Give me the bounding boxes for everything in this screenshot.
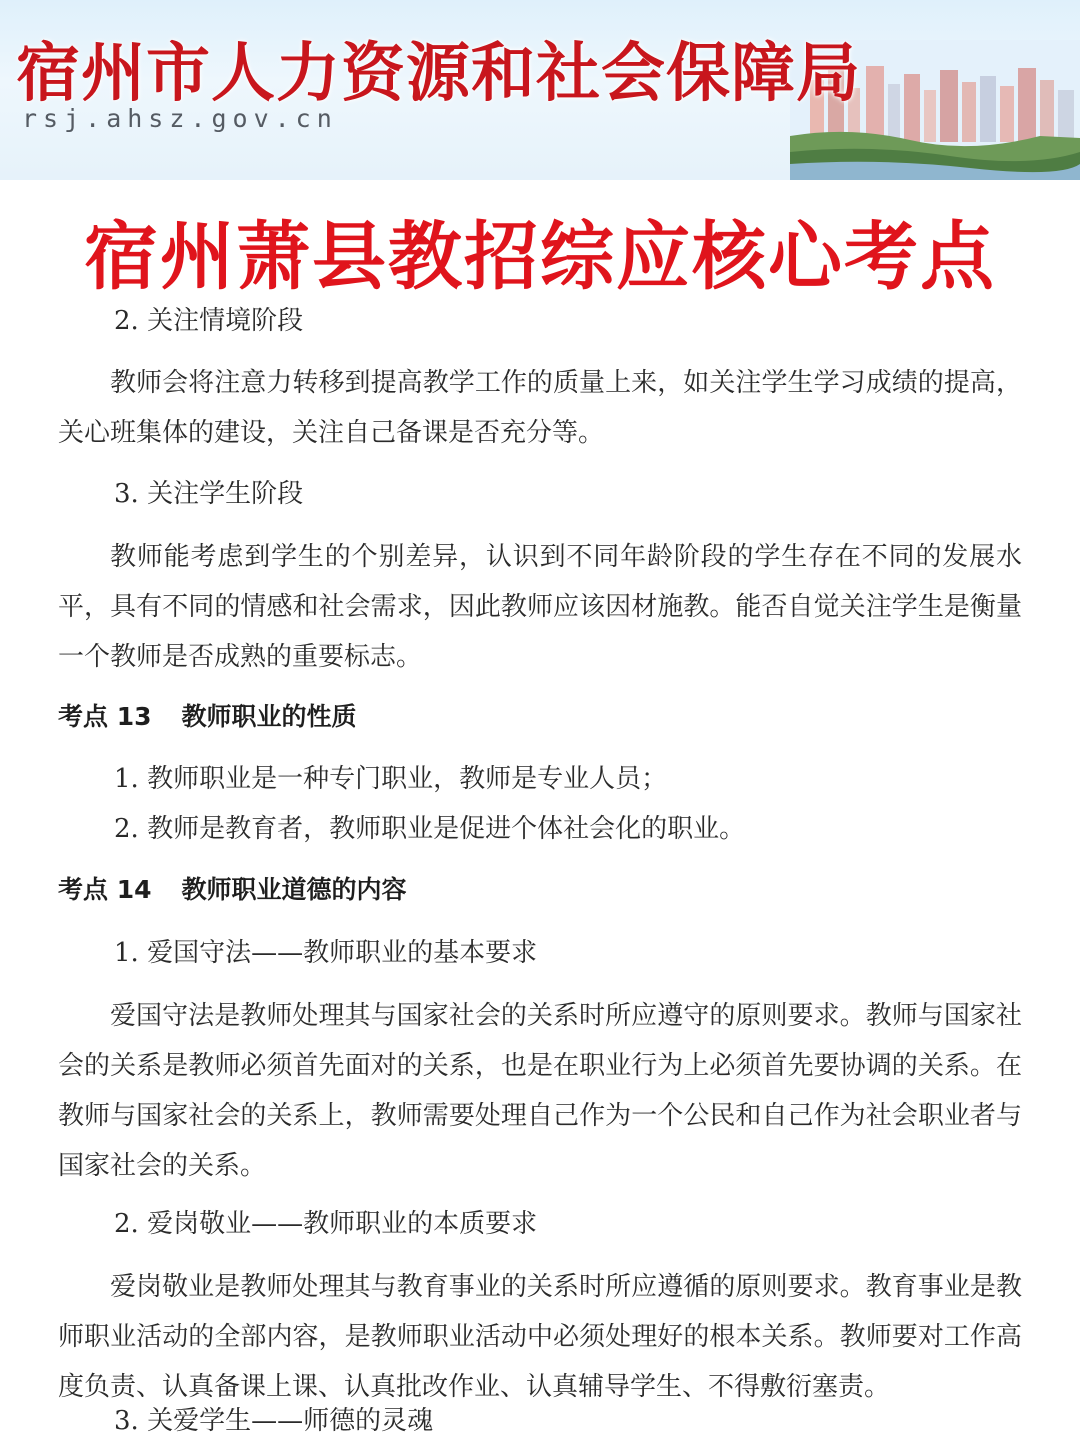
kd13-label: 考点 13: [58, 702, 152, 731]
kd13-heading: [58, 702, 357, 732]
kd13-item-2: 2. 教师是教育者，教师职业是促进个体社会化的职业。: [114, 814, 746, 844]
kd14-label: 考点 14: [58, 875, 152, 904]
kd13-title: 教师职业的性质: [181, 702, 357, 731]
kd13-item-1: 1. 教师职业是一种专门职业，教师是专业人员；: [114, 764, 668, 794]
item-2-title: 2. 关注情境阶段: [114, 306, 304, 336]
kd14-sub2-text: 爱岗敬业是教师处理其与教育事业的关系时所应遵循的原则要求。教育事业是教师职业活动的全部内容，是教师职业活动中必须处理好的根本关系。教师要对工作高度负责、认真备课上课、认真批改作业、认真辅导学生、不得敷衍塞责。: [58, 1272, 1022, 1402]
kd14-title: 教师职业道德的内容: [181, 875, 407, 904]
item-3-title: 3. 关注学生阶段: [114, 479, 304, 509]
kd14-sub1-title: 1. 爱国守法——教师职业的基本要求: [114, 938, 538, 968]
organization-name: 宿州市人力资源和社会保障局: [16, 37, 861, 111]
kd14-sub1-text: 爱国守法是教师处理其与国家社会的关系时所应遵守的原则要求。教师与国家社会的关系是教师必须首先面对的关系，也是在职业行为上必须首先要协调的关系。在教师与国家社会的关系上，教师需要处理自己作为一个公民和自己作为社会职业者与国家社会的关系。: [58, 1001, 1022, 1181]
kd14-sub2-title: 2. 爱岗敬业——教师职业的本质要求: [114, 1209, 538, 1239]
kd14-heading: [58, 875, 407, 905]
page-title: 宿州萧县教招综应核心考点: [84, 214, 996, 300]
item-3-text: 教师能考虑到学生的个别差异，认识到不同年龄阶段的学生存在不同的发展水平，具有不同的情感和社会需求，因此教师应该因材施教。能否自觉关注学生是衡量一个教师是否成熟的重要标志。: [58, 542, 1022, 672]
website-url: rsj.ahsz.gov.cn: [22, 104, 338, 133]
item-2-text: 教师会将注意力转移到提高教学工作的质量上来，如关注学生学习成绩的提高，关心班集体的建设，关注自己备课是否充分等。: [58, 368, 1022, 448]
kd14-sub3-title-cropped: [114, 1406, 454, 1436]
kd14-sub3-title: 3. 关爱学生——师德的灵魂: [114, 1406, 434, 1436]
site-banner: [0, 0, 1080, 180]
